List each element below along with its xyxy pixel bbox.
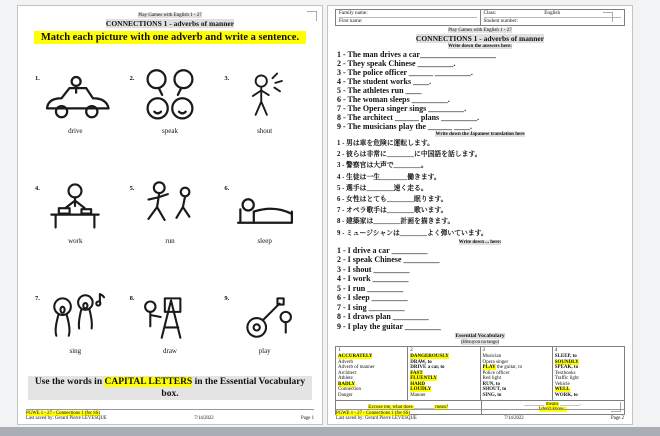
answer-list [337,138,632,239]
vocab-word: FLUENTLY [410,376,438,382]
page-footer [336,409,624,422]
phrase-excuse-me: Excuse me, what does ________ mean? [368,404,449,410]
footer-saved-by: Last saved by: Gerard Pierre LEVESQUE [26,416,107,422]
vocab-word: Architect [338,370,357,376]
vocab-column [552,347,624,399]
answer-line: 8 - The architect ______ plans _________. [337,113,480,122]
answer-list [337,246,632,332]
picture-cell [123,266,218,376]
vocab-word: ACCURATELY [338,353,373,359]
picture-cell [28,266,123,376]
footer-page-number: Page 1 [301,416,314,422]
vocab-word: SHOUT, to [482,387,507,393]
document-title: CONNECTIONS 1 - adverbs of manner [415,34,545,43]
answer-line: 6 - 女性はとても________眠ります。 [337,196,448,204]
vocab-word: RUN, to [482,381,500,387]
vocab-word: Police officer [482,370,510,376]
answer-line: 5 - The athletes run ____ [337,86,422,95]
vocab-column-number: 3 [482,348,485,354]
section-title: Write down the Japanese translation here [435,132,525,137]
picture-number: 3. [224,74,230,82]
bottom-instruction: Use the words in CAPITAL LETTERS in the Essential Vocabulary box. [28,376,312,400]
picture-number: 8. [129,294,135,302]
picture-cell [217,156,312,266]
picture-label: drive [68,126,83,135]
vocab-column-number: 1 [338,348,341,354]
margin-corner-mark [307,11,317,21]
speech-drawing [134,68,206,124]
vocab-word: PLAY the guitar, to [482,365,523,371]
shout-drawing [235,68,295,124]
footer-date: 7/14/2022 [504,416,524,422]
vocab-word: LOUDLY [410,387,432,393]
vocab-word: DRAW, to [410,359,432,365]
picture-label: play [258,346,271,355]
vocab-word: Manner [410,393,426,399]
capital-letters-highlight: CAPITAL LETTERS [104,377,193,387]
instruction-banner: Match each picture with one adverb and write a sentence. [34,31,306,44]
picture-number: 1. [35,74,40,82]
picture-number: 5. [129,184,135,192]
vocab-column-number: 4 [554,348,558,354]
student-info-form [335,9,625,26]
picture-label: shout [257,126,273,135]
answer-line: 7 - I sing _________ [337,302,405,312]
answer-line: 6 - I sleep _________ [337,293,408,303]
footer-doc-ref: PGWE 1 - 27 - Connections 1 (for SS) [336,410,411,416]
vocab-word: BADLY [338,381,356,387]
vocab-word: SOUNDLY [554,359,579,365]
margin-corner-mark [603,12,613,22]
answer-sections [328,43,632,331]
picture-cell [217,46,312,156]
picture-label: run [165,236,175,245]
pictures-grid [28,46,312,376]
family-name-field: Family name: [339,10,477,18]
run-drawing [134,178,206,234]
answer-line: 3 - I shout _________ [337,264,410,274]
answer-line: 6 - The woman sleeps _________. [337,95,450,104]
picture-cell [217,266,312,376]
picture-cell [123,46,218,156]
section-title: Write down ... here: [458,239,502,245]
picture-cell [123,156,218,266]
answer-line: 4 - I work _________ [337,274,409,284]
worksheet-page-2 [327,5,633,425]
picture-number: 9. [224,294,230,302]
footer-page-number: Page 2 [611,416,624,422]
answer-line: 5 - 選手は________速く走る。 [337,184,428,192]
vocab-word: DANGEROUSLY [410,353,449,359]
picture-label: sleep [257,236,272,245]
document-header: Play Games with English 1 - 27 [448,28,512,33]
document-title: CONNECTIONS 1 - adverbs of manner [105,19,235,28]
student-number-field: Student number: [483,18,518,24]
picture-number: 2. [129,74,135,82]
answer-line: 9 - I play the guitar _________ [337,321,441,331]
answer-line: 2 - I speak Chinese _________ [337,255,440,265]
vocab-word: Textbooks [554,370,576,376]
page-footer [26,409,314,422]
vocab-word: SING, to [482,393,502,399]
footer-saved-by: Last saved by: Gerard Pierre LEVESQUE [336,416,417,422]
picture-label: speak [162,126,178,135]
picture-label: sing [69,346,82,355]
sing-drawing [39,288,111,344]
answer-line: 1 - I drive a car _________ [337,245,428,255]
vocab-word: Traffic light [554,376,579,382]
easel-drawing [134,288,206,344]
picture-label: work [68,236,83,245]
desk-drawing [39,178,111,234]
vocab-word: Danger [338,393,353,399]
name-fields [336,10,480,25]
answer-line: 1 - The man drives a car___________________ [337,50,496,59]
vocabulary-title: Essential Vocabulary [455,333,505,340]
vocab-word: HARD [410,381,425,387]
vocab-word: Adverb of manner [338,365,375,371]
document-header: Play Games with English 1 - 27 [138,13,202,18]
picture-number: 6. [224,184,230,192]
vocab-table [335,346,625,400]
vocab-word: DRIVE a car, to [410,365,445,371]
vocab-column-number: 2 [410,348,413,354]
vocab-word: Musician [482,353,502,359]
vocab-word: SPEAK, to [554,365,579,371]
picture-cell [28,46,123,156]
answer-line: 4 - The student works ____. [337,77,432,86]
picture-label: draw [162,346,177,355]
vocab-column [407,347,479,399]
vocab-word: Vehicle [554,381,570,387]
worksheet-page-1 [17,5,323,425]
class-field: Class: English [484,10,622,18]
answer-line: 9 - ミュージシャンは________よく弾いています。 [337,229,488,237]
vocab-column [336,347,407,399]
footer-file-info [336,411,417,422]
vocab-word: FAST [410,370,423,376]
vocab-column [480,347,552,399]
answer-line: 3 - The police officer ______ _________. [337,68,473,77]
phrase-dont-know: I don't know... [538,407,567,413]
bed-drawing [229,178,301,234]
footer-file-info [26,411,107,422]
answer-line: 2 - 彼らは非常に________に中国語を話します。 [337,151,482,159]
vocab-word: Opera singer [482,359,509,365]
footer-date: 7/14/2022 [194,416,214,422]
answer-list [337,50,632,131]
vocab-word: Connection [338,387,362,393]
first-name-field: First name: [339,18,363,24]
vocab-word: WORK, to [554,393,578,399]
answer-line: 7 - オペラ歌手は________歌います。 [337,207,448,215]
picture-cell [28,156,123,266]
vocabulary-subtitle: (Hitsuyou na tango) [460,339,500,345]
answer-line: 7 - The Opera singer sings _________. [337,104,467,113]
answer-line: 8 - I draws plan _________ [337,312,429,322]
guitar-drawing [229,288,301,344]
vocab-word: Adverb [338,359,353,365]
answer-line: 1 - 男は車を危険に運転します。 [337,140,434,147]
car-drawing [39,68,111,124]
class-value: English [544,10,561,16]
picture-number: 7. [35,294,40,302]
footer-doc-ref: PGWE 1 - 27 - Connections 1 (for SS) [26,410,101,416]
section-title: Write down the answers here: [448,44,512,49]
answer-line: 3 - 警察官は大声で________。 [337,162,428,170]
picture-number: 4. [35,184,40,192]
answer-line: 4 - 生徒は一生________働きます。 [337,173,441,181]
answer-line: 8 - 建築家は________計画を描きます。 [337,218,455,226]
phrase-means: ________ means ________. I don't know... [481,401,625,415]
vocab-word: WELL [554,387,570,393]
vocab-word: Athlete [338,376,353,382]
answer-line: 2 - They speak Chinese _________. [337,59,456,68]
vocab-word: Red light [482,376,501,382]
window-bottom-edge [0,427,660,436]
answer-line: 5 - I run _________ [337,283,404,293]
vocab-word: SLEEP, to [554,353,577,359]
answer-line: 9 - The musicians play the ______ ____. [337,122,472,131]
